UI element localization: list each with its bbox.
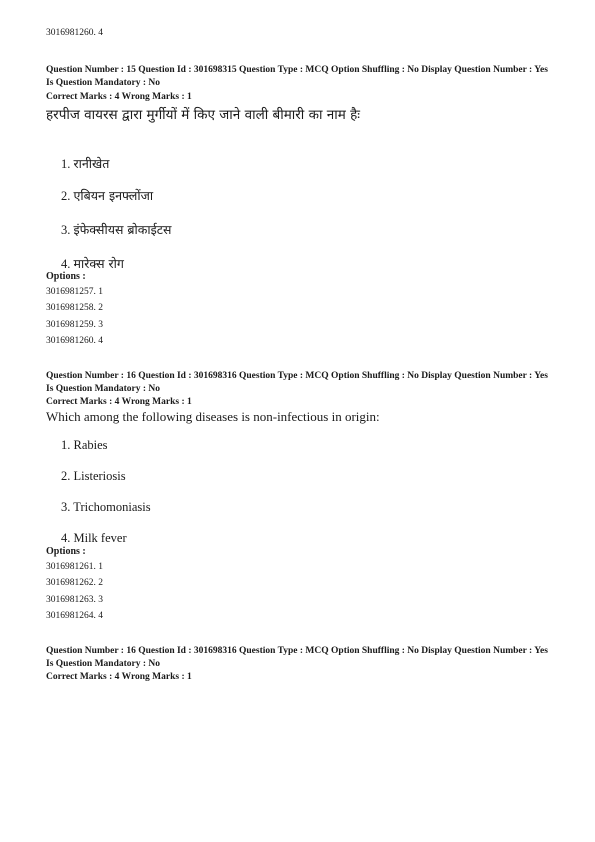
q15-option-1-text: रानीखेत [73,156,110,171]
q15-option-id-3: 3016981259. 3 [46,320,103,330]
q16-option-id-2: 3016981262. 2 [46,578,103,588]
q16-marks: Correct Marks : 4 Wrong Marks : 1 [46,397,192,407]
q16-option-2 [61,469,126,484]
q15-question-text: हरपीज वायरस द्वारा मुर्गीयों में किए जाने वाली बीमारी का नाम हैः [46,107,361,123]
q16-option-1 [61,438,108,453]
q15-option-3-number: 3. [61,223,71,237]
q16-option-id-1: 3016981261. 1 [46,562,103,572]
q15-option-4 [61,255,124,272]
q16b-marks: Correct Marks : 4 Wrong Marks : 1 [46,672,192,682]
q16-option-1-text: Rabies [73,438,108,452]
q15-option-3 [61,221,171,238]
q16-option-4-text: Milk fever [73,531,127,545]
q15-option-1-number: 1. [61,157,71,171]
q16-option-2-text: Listeriosis [73,469,126,483]
q15-option-4-number: 4. [61,257,71,271]
q16-option-3-text: Trichomoniasis [73,500,151,514]
q15-option-2-number: 2. [61,189,71,203]
q16-option-id-3: 3016981263. 3 [46,595,103,605]
q15-option-id-4: 3016981260. 4 [46,336,103,346]
q16-meta: Question Number : 16 Question Id : 301698316 Question Type : MCQ Option Shuffling : No Display Question Number : Yes Is Question Mandatory : No [46,371,548,394]
q15-marks: Correct Marks : 4 Wrong Marks : 1 [46,92,192,102]
q16-option-3 [61,500,151,515]
q16-option-2-number: 2. [61,469,71,483]
q16b-meta: Question Number : 16 Question Id : 301698316 Question Type : MCQ Option Shuffling : No Display Question Number : Yes Is Question Mandatory : No [46,646,548,669]
q15-option-3-text: इंफेक्सीयस ब्रोकाईटस [73,222,172,237]
q16-options-label: Options : [46,546,86,557]
q16-option-id-4: 3016981264. 4 [46,611,103,621]
q16-option-4 [61,531,127,546]
q16-option-4-number: 4. [61,531,71,545]
q15-option-2 [61,187,153,204]
q15-option-id-1: 3016981257. 1 [46,287,103,297]
q15-option-id-2: 3016981258. 2 [46,303,103,313]
q15-option-2-text: एबियन इनफ्लोंजा [73,188,154,203]
q16-option-1-number: 1. [61,438,71,452]
q16-option-3-number: 3. [61,500,71,514]
q15-option-1 [61,155,109,172]
q15-options-label: Options : [46,271,86,282]
q15-option-4-text: मारेक्स रोग [73,256,124,271]
previous-option-id: 3016981260. 4 [46,28,103,38]
q16-question-text: Which among the following diseases is non-infectious in origin: [46,409,380,424]
q15-meta: Question Number : 15 Question Id : 301698315 Question Type : MCQ Option Shuffling : No Display Question Number : Yes Is Question Mandatory : No [46,65,548,88]
